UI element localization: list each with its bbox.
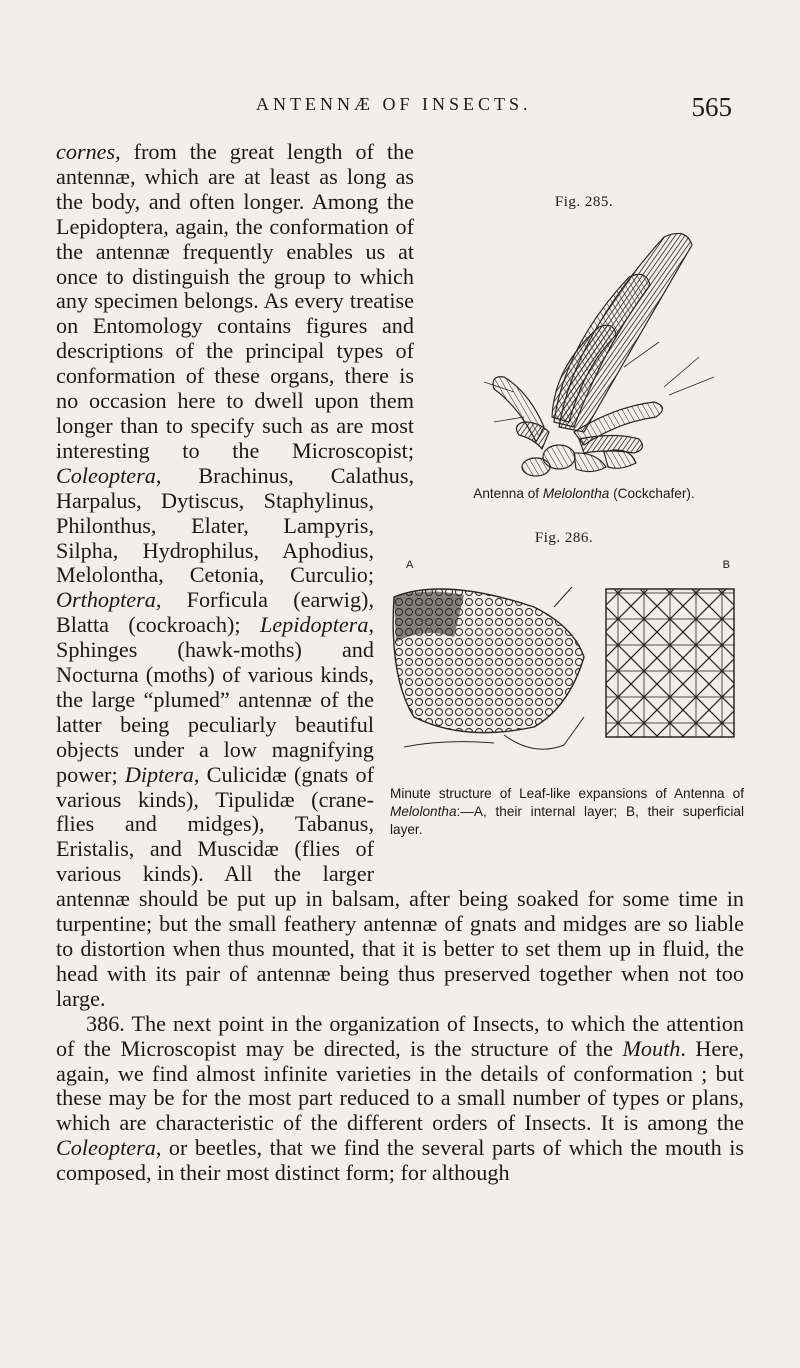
paragraph-386-mouth [56, 1012, 744, 1186]
page-number: 565 [691, 92, 732, 122]
text-coleoptera: Coleoptera [56, 462, 156, 488]
text-p1-f: , Culicidæ (gnats of various kinds), Tipulidæ (crane-flies and midges), Tabanus, Eristalis, and Muscidæ (flies of various kinds). All the larger antennæ should be put up in balsam, after being soaked for some time in turpentine; but the small feathery antennæ of gnats and midges are so liable to distortion when thus mounted, that it is better to set them up in fluid, the head with its pair of antennæ being thus preserved together when not too large. [56, 761, 744, 1011]
body-text [56, 140, 744, 1186]
figure-285-label: Fig. 285. [554, 194, 614, 210]
text-lepidoptera: Lepidoptera [259, 612, 369, 638]
text-p1-c: , Brachinus, Calathus, Harpalus, Dytiscus, Staphylinus, Philonthus, Elater, Lampyris, Silpha, Hydrophilus, Aphodius, Melolontha, Cetonia, Curculio; [56, 462, 414, 588]
lamella-structure-illustration [384, 567, 744, 777]
running-title: ANTENNÆ OF INSECTS. [256, 94, 532, 114]
figure-286-panel-labels [384, 553, 744, 571]
text-coleoptera-2: Coleoptera [56, 1135, 156, 1161]
text-p2-b: . Here, again, we find almost infinite varieties in the details of conformation ; but these may be for the most part reduced to a small number of types or plans, which are characteristic of the different orders of Insects. It is among the [56, 1035, 745, 1136]
cockchafer-antenna-illustration [424, 217, 744, 479]
figure-286 [384, 526, 744, 878]
running-head [56, 92, 744, 126]
text-p1-d: , Forficula (earwig), Blatta (cockroach); [56, 587, 374, 638]
panel-a-label: A [406, 558, 414, 571]
figure-286-label: Fig. 286. [534, 530, 594, 546]
fig286-caption-text-a: Minute structure of Leaf-like expansions of Antenna of [390, 785, 744, 801]
figure-286-caption [390, 785, 744, 839]
figure-285 [424, 190, 744, 510]
text-p1-b: , from the great length of the antennæ, which are at least as long as the body, and often longer. Among the Lepidoptera, again, the conformation of the antennæ frequently enables us at once to distinguish the group to which any specimen belongs. As every treatise on Entomology contains figures and descriptions of the principal types of conformation of these organs, there is no occasion here to dwell upon them longer than to specify such as are most interesting to the Microscopist; [56, 139, 414, 463]
fig286-caption-text-b: :—A, their internal layer; B, their superficial layer. [390, 803, 744, 837]
text-diptera: Diptera [124, 761, 194, 787]
text-p2-c: , or beetles, that we find the several parts of which the mouth is composed, in their most distinct form; for although [56, 1135, 744, 1186]
text-cornes: cornes [56, 139, 116, 164]
figure-285-caption [424, 485, 744, 503]
fig285-caption-text-a: Antenna of [473, 485, 543, 501]
text-p2-a: 386. The next point in the organization of Insects, to which the attention of the Microscopist may be directed, is the structure of the [56, 1010, 744, 1061]
fig285-caption-text-b: (Cockchafer). [609, 485, 695, 501]
text-orthoptera: Orthoptera [56, 587, 156, 613]
panel-b-shape [606, 589, 734, 737]
panel-b-label: B [722, 558, 730, 571]
fig286-caption-genus: Melolontha [390, 803, 457, 819]
text-p1-e: , Sphinges (hawk-moths) and Nocturna (moths) of various kinds, the large “plumed” antennæ of the latter being peculiarly beautiful objects under a low magnifying power; [56, 612, 374, 787]
fig285-caption-genus: Melolontha [542, 485, 610, 501]
text-mouth: Mouth [622, 1035, 681, 1061]
